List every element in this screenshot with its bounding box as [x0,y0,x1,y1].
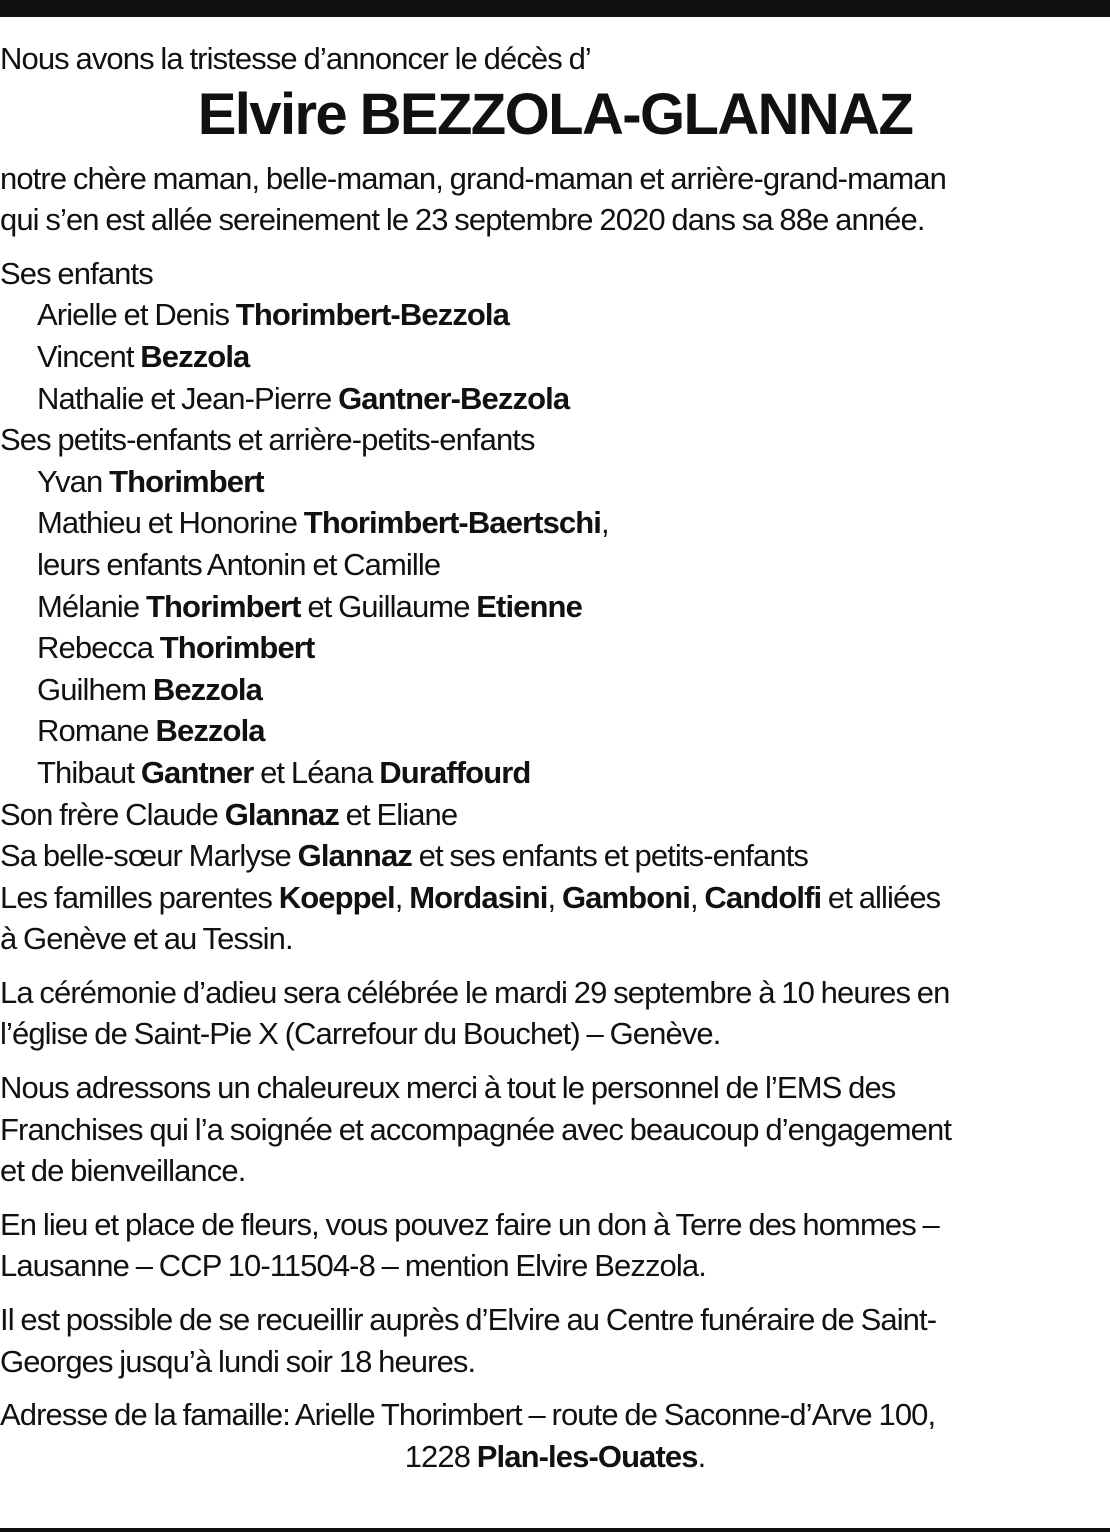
address-line-2: 1228 Plan-les-Ouates. [404,1438,706,1474]
great-grandchildren-entry: leurs enfants Antonin et Camille [37,546,441,582]
thanks-line-1: Nous adressons un chaleureux merci à tout le personnel de l’EMS des [0,1070,896,1106]
address-paragraph [0,1394,1110,1477]
child-entry: Arielle et Denis Thorimbert-Bezzola [37,297,509,333]
grandchild-entry: Guilhem Bezzola [37,671,262,707]
thanks-paragraph [0,1067,1110,1192]
child-entry: Vincent Bezzola [37,338,250,374]
family-list [0,253,1110,960]
obituary-notice [0,38,1110,1477]
grandchildren-heading: Ses petits-enfants et arrière-petits-enfants [0,422,535,458]
thanks-line-3: et de bienveillance. [0,1153,246,1189]
ceremony-line-2: l’église de Saint-Pie X (Carrefour du Bouchet) – Genève. [0,1016,721,1052]
description-line-1: notre chère maman, belle-maman, grand-maman et arrière-grand-maman [0,160,946,196]
grandchild-entry: Mathieu et Honorine Thorimbert-Baertschi, [37,505,609,541]
address-line-1: Adresse de la famaille: Arielle Thorimbert – route de Saconne-d’Arve 100, [0,1397,936,1433]
visitation-line-2: Georges jusqu’à lundi soir 18 heures. [0,1343,476,1379]
description [0,158,1110,241]
top-rule [0,0,1110,17]
sister-in-law-entry: Sa belle-sœur Marlyse Glannaz et ses enfants et petits-enfants [0,838,809,874]
ceremony-line-1: La cérémonie d’adieu sera célébrée le mardi 29 septembre à 10 heures en [0,974,950,1010]
families-location: à Genève et au Tessin. [0,921,293,957]
families-entry: Les familles parentes Koeppel, Mordasini, Gamboni, Candolfi et alliées [0,879,941,915]
grandchild-entry: Thibaut Gantner et Léana Duraffourd [37,754,531,790]
description-line-2: qui s’en est allée sereinement le 23 septembre 2020 dans sa 88e année. [0,202,925,238]
visitation-line-1: Il est possible de se recueillir auprès d’Elvire au Centre funéraire de Saint- [0,1302,937,1338]
grandchild-entry: Mélanie Thorimbert et Guillaume Etienne [37,588,582,624]
bottom-rule [0,1528,1110,1532]
donation-line-1: En lieu et place de fleurs, vous pouvez faire un don à Terre des hommes – [0,1206,939,1242]
grandchild-entry: Yvan Thorimbert [37,463,264,499]
grandchild-entry: Rebecca Thorimbert [37,630,315,666]
children-heading: Ses enfants [0,255,153,291]
ceremony-paragraph [0,972,1110,1055]
thanks-line-2: Franchises qui l’a soignée et accompagnée avec beaucoup d’engagement [0,1111,952,1147]
deceased-name: Elvire BEZZOLA-GLANNAZ [197,81,913,147]
child-entry: Nathalie et Jean-Pierre Gantner-Bezzola [37,380,570,416]
intro-text: Nous avons la tristesse d’annoncer le décès d’ [0,41,591,76]
donation-paragraph [0,1204,1110,1287]
brother-entry: Son frère Claude Glannaz et Eliane [0,796,458,832]
grandchild-entry: Romane Bezzola [37,713,265,749]
visitation-paragraph [0,1299,1110,1382]
donation-line-2: Lausanne – CCP 10-11504-8 – mention Elvire Bezzola. [0,1248,706,1284]
